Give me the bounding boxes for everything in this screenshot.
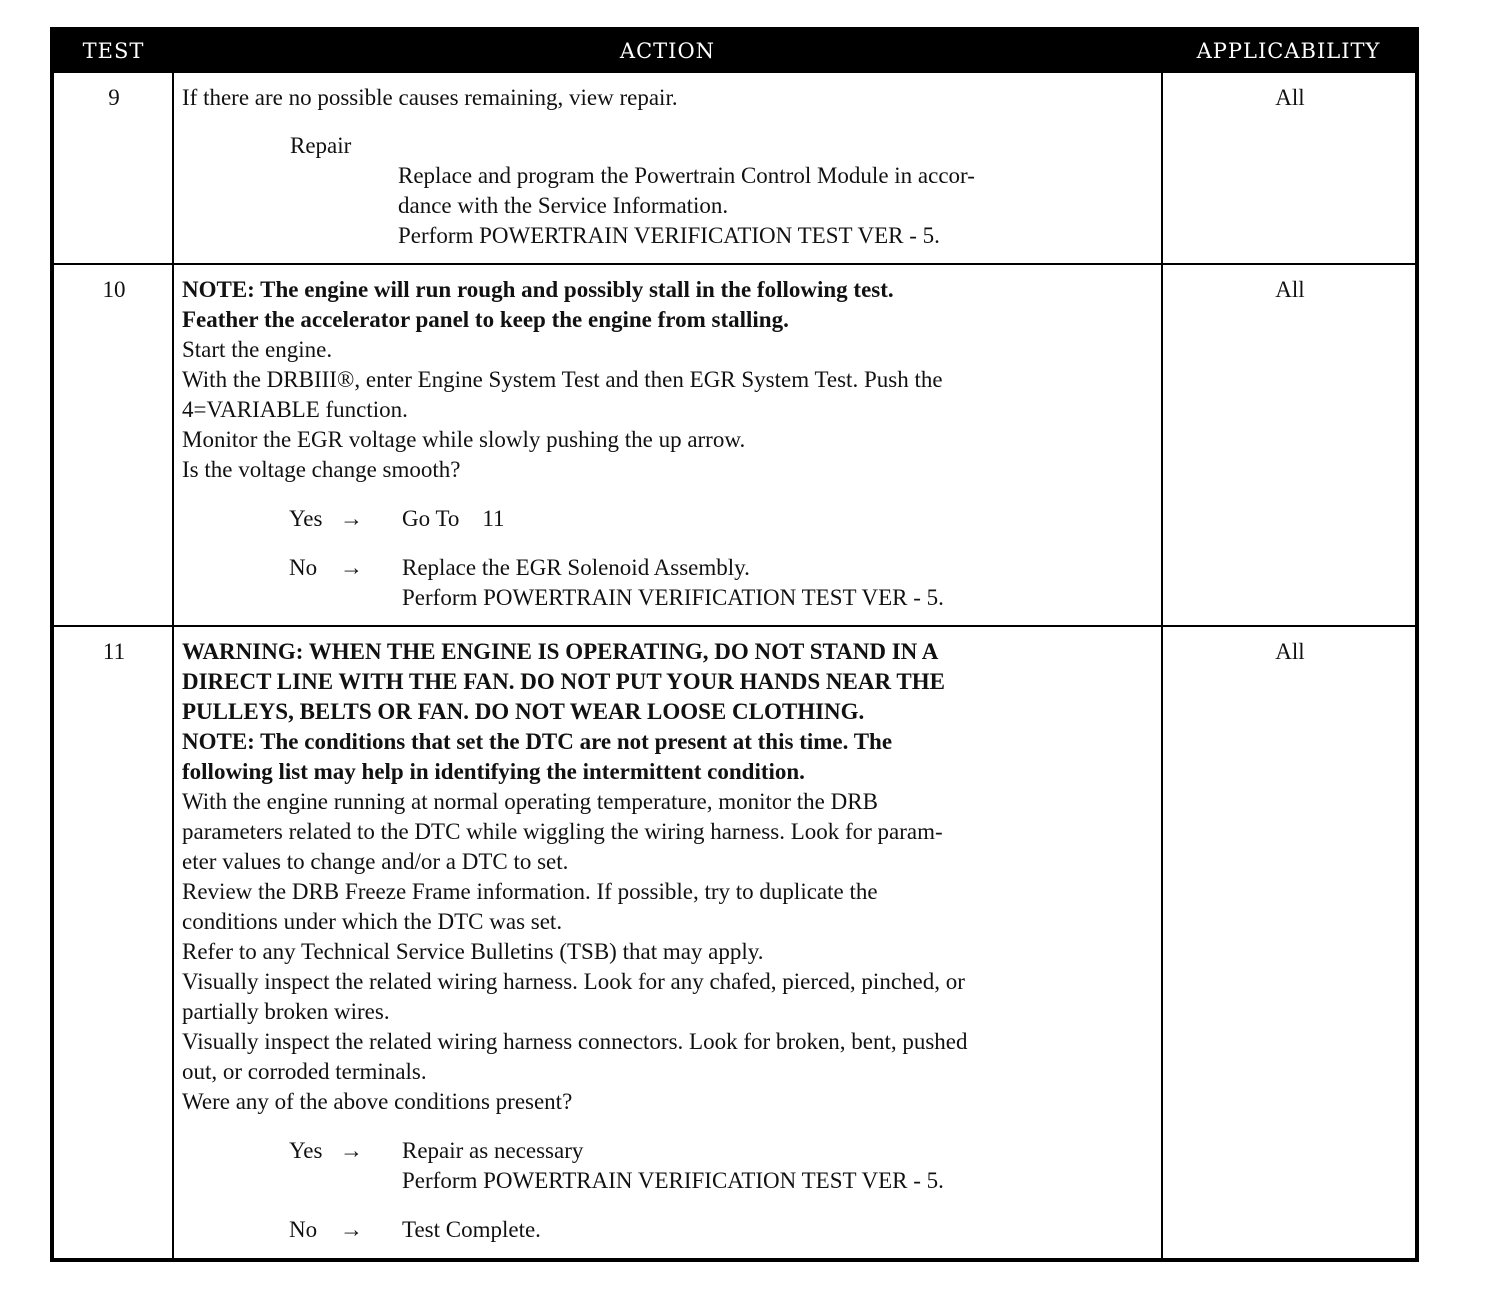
action-line: parameters related to the DTC while wiggling the wiring harness. Look for param-	[182, 819, 943, 844]
diagnostic-test-table	[50, 27, 1419, 1262]
yes-action: Go To 11	[402, 506, 505, 531]
action-line: out, or corroded terminals.	[182, 1059, 427, 1084]
action-line: Visually inspect the related wiring harness connectors. Look for broken, bent, pushed	[182, 1029, 968, 1054]
action-line: Visually inspect the related wiring harness. Look for any chafed, pierced, pinched, or	[182, 969, 965, 994]
applicability-value: All	[1162, 264, 1417, 626]
action-line: partially broken wires.	[182, 999, 390, 1024]
header-action: ACTION	[173, 29, 1162, 72]
applicability-value: All	[1162, 626, 1417, 1260]
header-test: TEST	[52, 29, 173, 72]
action-line: Monitor the EGR voltage while slowly pushing the up arrow.	[182, 427, 746, 452]
action-line: Review the DRB Freeze Frame information. If possible, try to duplicate the	[182, 879, 878, 904]
note-line: NOTE: The engine will run rough and possibly stall in the following test.	[182, 277, 894, 302]
action-cell	[173, 626, 1162, 1260]
yes-action-line: Repair as necessary	[402, 1138, 584, 1163]
repair-line: dance with the Service Information.	[398, 193, 729, 218]
header-applicability: APPLICABILITY	[1162, 29, 1417, 72]
repair-label: Repair	[290, 133, 352, 158]
action-line: Were any of the above conditions present?	[182, 1089, 573, 1114]
yes-action	[402, 1136, 1155, 1196]
no-action-line: Perform POWERTRAIN VERIFICATION TEST VER - 5.	[402, 585, 944, 610]
action-line: Refer to any Technical Service Bulletins (TSB) that may apply.	[182, 939, 764, 964]
no-label: No	[289, 555, 318, 580]
table-row-test-11	[52, 626, 1417, 1260]
yes-branch	[289, 1136, 1155, 1196]
right-arrow-icon: →	[340, 1217, 363, 1242]
test-number: 10	[52, 264, 173, 626]
repair-block	[398, 161, 1155, 251]
warning-line: WARNING: WHEN THE ENGINE IS OPERATING, DO NOT STAND IN A	[182, 639, 939, 664]
no-action: Test Complete.	[402, 1217, 541, 1242]
action-line: With the DRBIII®, enter Engine System Test and then EGR System Test. Push the	[182, 367, 943, 392]
action-line: eter values to change and/or a DTC to set.	[182, 849, 569, 874]
action-line: Start the engine.	[182, 337, 333, 362]
note-line: following list may help in identifying the intermittent condition.	[182, 759, 805, 784]
yes-label: Yes	[289, 506, 323, 531]
note-line: NOTE: The conditions that set the DTC are not present at this time. The	[182, 729, 893, 754]
warning-line: PULLEYS, BELTS OR FAN. DO NOT WEAR LOOSE CLOTHING.	[182, 699, 865, 724]
no-action	[402, 553, 1155, 613]
right-arrow-icon: →	[340, 1138, 363, 1163]
test-number: 9	[52, 72, 173, 264]
right-arrow-icon: →	[340, 506, 363, 531]
yes-label: Yes	[289, 1138, 323, 1163]
no-branch	[289, 1215, 1155, 1245]
yes-branch	[289, 504, 1155, 534]
action-line: Is the voltage change smooth?	[182, 457, 461, 482]
action-cell	[173, 72, 1162, 264]
yes-action-line: Perform POWERTRAIN VERIFICATION TEST VER - 5.	[402, 1168, 944, 1193]
no-action-line: Replace the EGR Solenoid Assembly.	[402, 555, 750, 580]
action-line: 4=VARIABLE function.	[182, 397, 408, 422]
action-line: conditions under which the DTC was set.	[182, 909, 563, 934]
action-line: With the engine running at normal operating temperature, monitor the DRB	[182, 789, 878, 814]
right-arrow-icon: →	[340, 555, 363, 580]
test-number: 11	[52, 626, 173, 1260]
no-branch	[289, 553, 1155, 613]
repair-line: Perform POWERTRAIN VERIFICATION TEST VER - 5.	[398, 223, 940, 248]
table-row-test-10	[52, 264, 1417, 626]
warning-line: DIRECT LINE WITH THE FAN. DO NOT PUT YOUR HANDS NEAR THE	[182, 669, 945, 694]
applicability-value: All	[1162, 72, 1417, 264]
table-header-row	[52, 29, 1417, 72]
action-cell	[173, 264, 1162, 626]
table-row-test-9	[52, 72, 1417, 264]
note-line: Feather the accelerator panel to keep the engine from stalling.	[182, 307, 789, 332]
action-line: If there are no possible causes remaining, view repair.	[182, 85, 678, 110]
no-label: No	[289, 1217, 318, 1242]
repair-line: Replace and program the Powertrain Control Module in accor-	[398, 163, 975, 188]
